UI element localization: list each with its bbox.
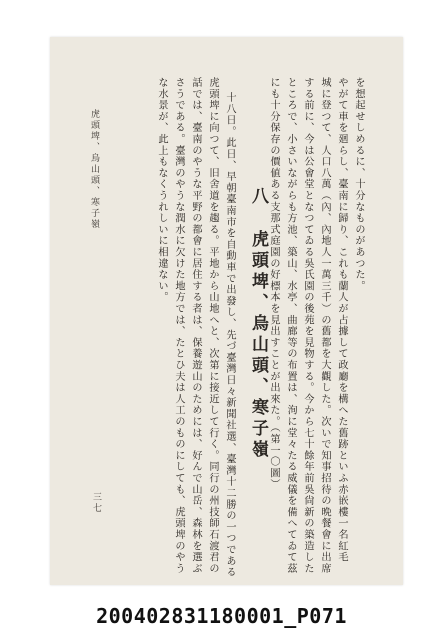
text-column: さうである。臺灣のやうな潤水に欠けた地方では、たとひ夫は人工のものにしても、虎頭埤のやう [173, 77, 184, 575]
section-number: 八 [248, 187, 268, 208]
running-head: 虎頭埤、烏山頭、寒子嶺 [89, 109, 99, 230]
section-heading [248, 187, 268, 461]
image-caption: 200402831180001_P071 [96, 604, 347, 628]
text-column: な水景が、此上もなくうれしいに相違ない。 [156, 77, 167, 303]
text-column: やがて車を廻らし、臺南に歸り、これも蘭人が占據して政廳を構へた舊跡といふ赤嵌樓一名紅毛 [336, 77, 347, 563]
section-title: 虎頭埤、烏山頭、寒子嶺 [248, 229, 268, 461]
text-column: 話では、臺南のやうな平野の都會に居住する者は、保養遊山のためには、好んで山岳、森林を選ぶ [190, 77, 201, 575]
book-page [50, 37, 403, 585]
text-column: ところで、小さいながらも方池、築山、水亭、曲廊等の布置は、洵に堂々たる威儀を備へてゐて茲 [285, 77, 296, 575]
text-column: 虎頭埤に向つて、旧舍道を趨る。平地から山地へと、次第に接近して行く。同行の州技師石渡君の [207, 77, 218, 575]
text-column: を想起せしめるに、十分なものがあつた。 [353, 77, 364, 292]
page-number: 三七 [91, 492, 101, 514]
text-column: にも十分保存の價値ある支那式庭園の好標本を見出すことが出來た。（第一〇圖） [268, 77, 279, 490]
text-column: 城に登つて、人口八萬（內、內地人一萬三千）の舊都を大觀した。次いで知事招待の晩餐會に出席 [319, 77, 330, 575]
text-column: 十八日。此日、早朝臺南市を自動車で出發し、先づ臺灣日々新聞社選、臺灣十二勝の一つである [224, 92, 235, 578]
text-column: する前に、今は公會堂となつてゐる吳氏園の後苑を見物する。今から七十餘年前吳尙新の築造した [302, 77, 313, 575]
